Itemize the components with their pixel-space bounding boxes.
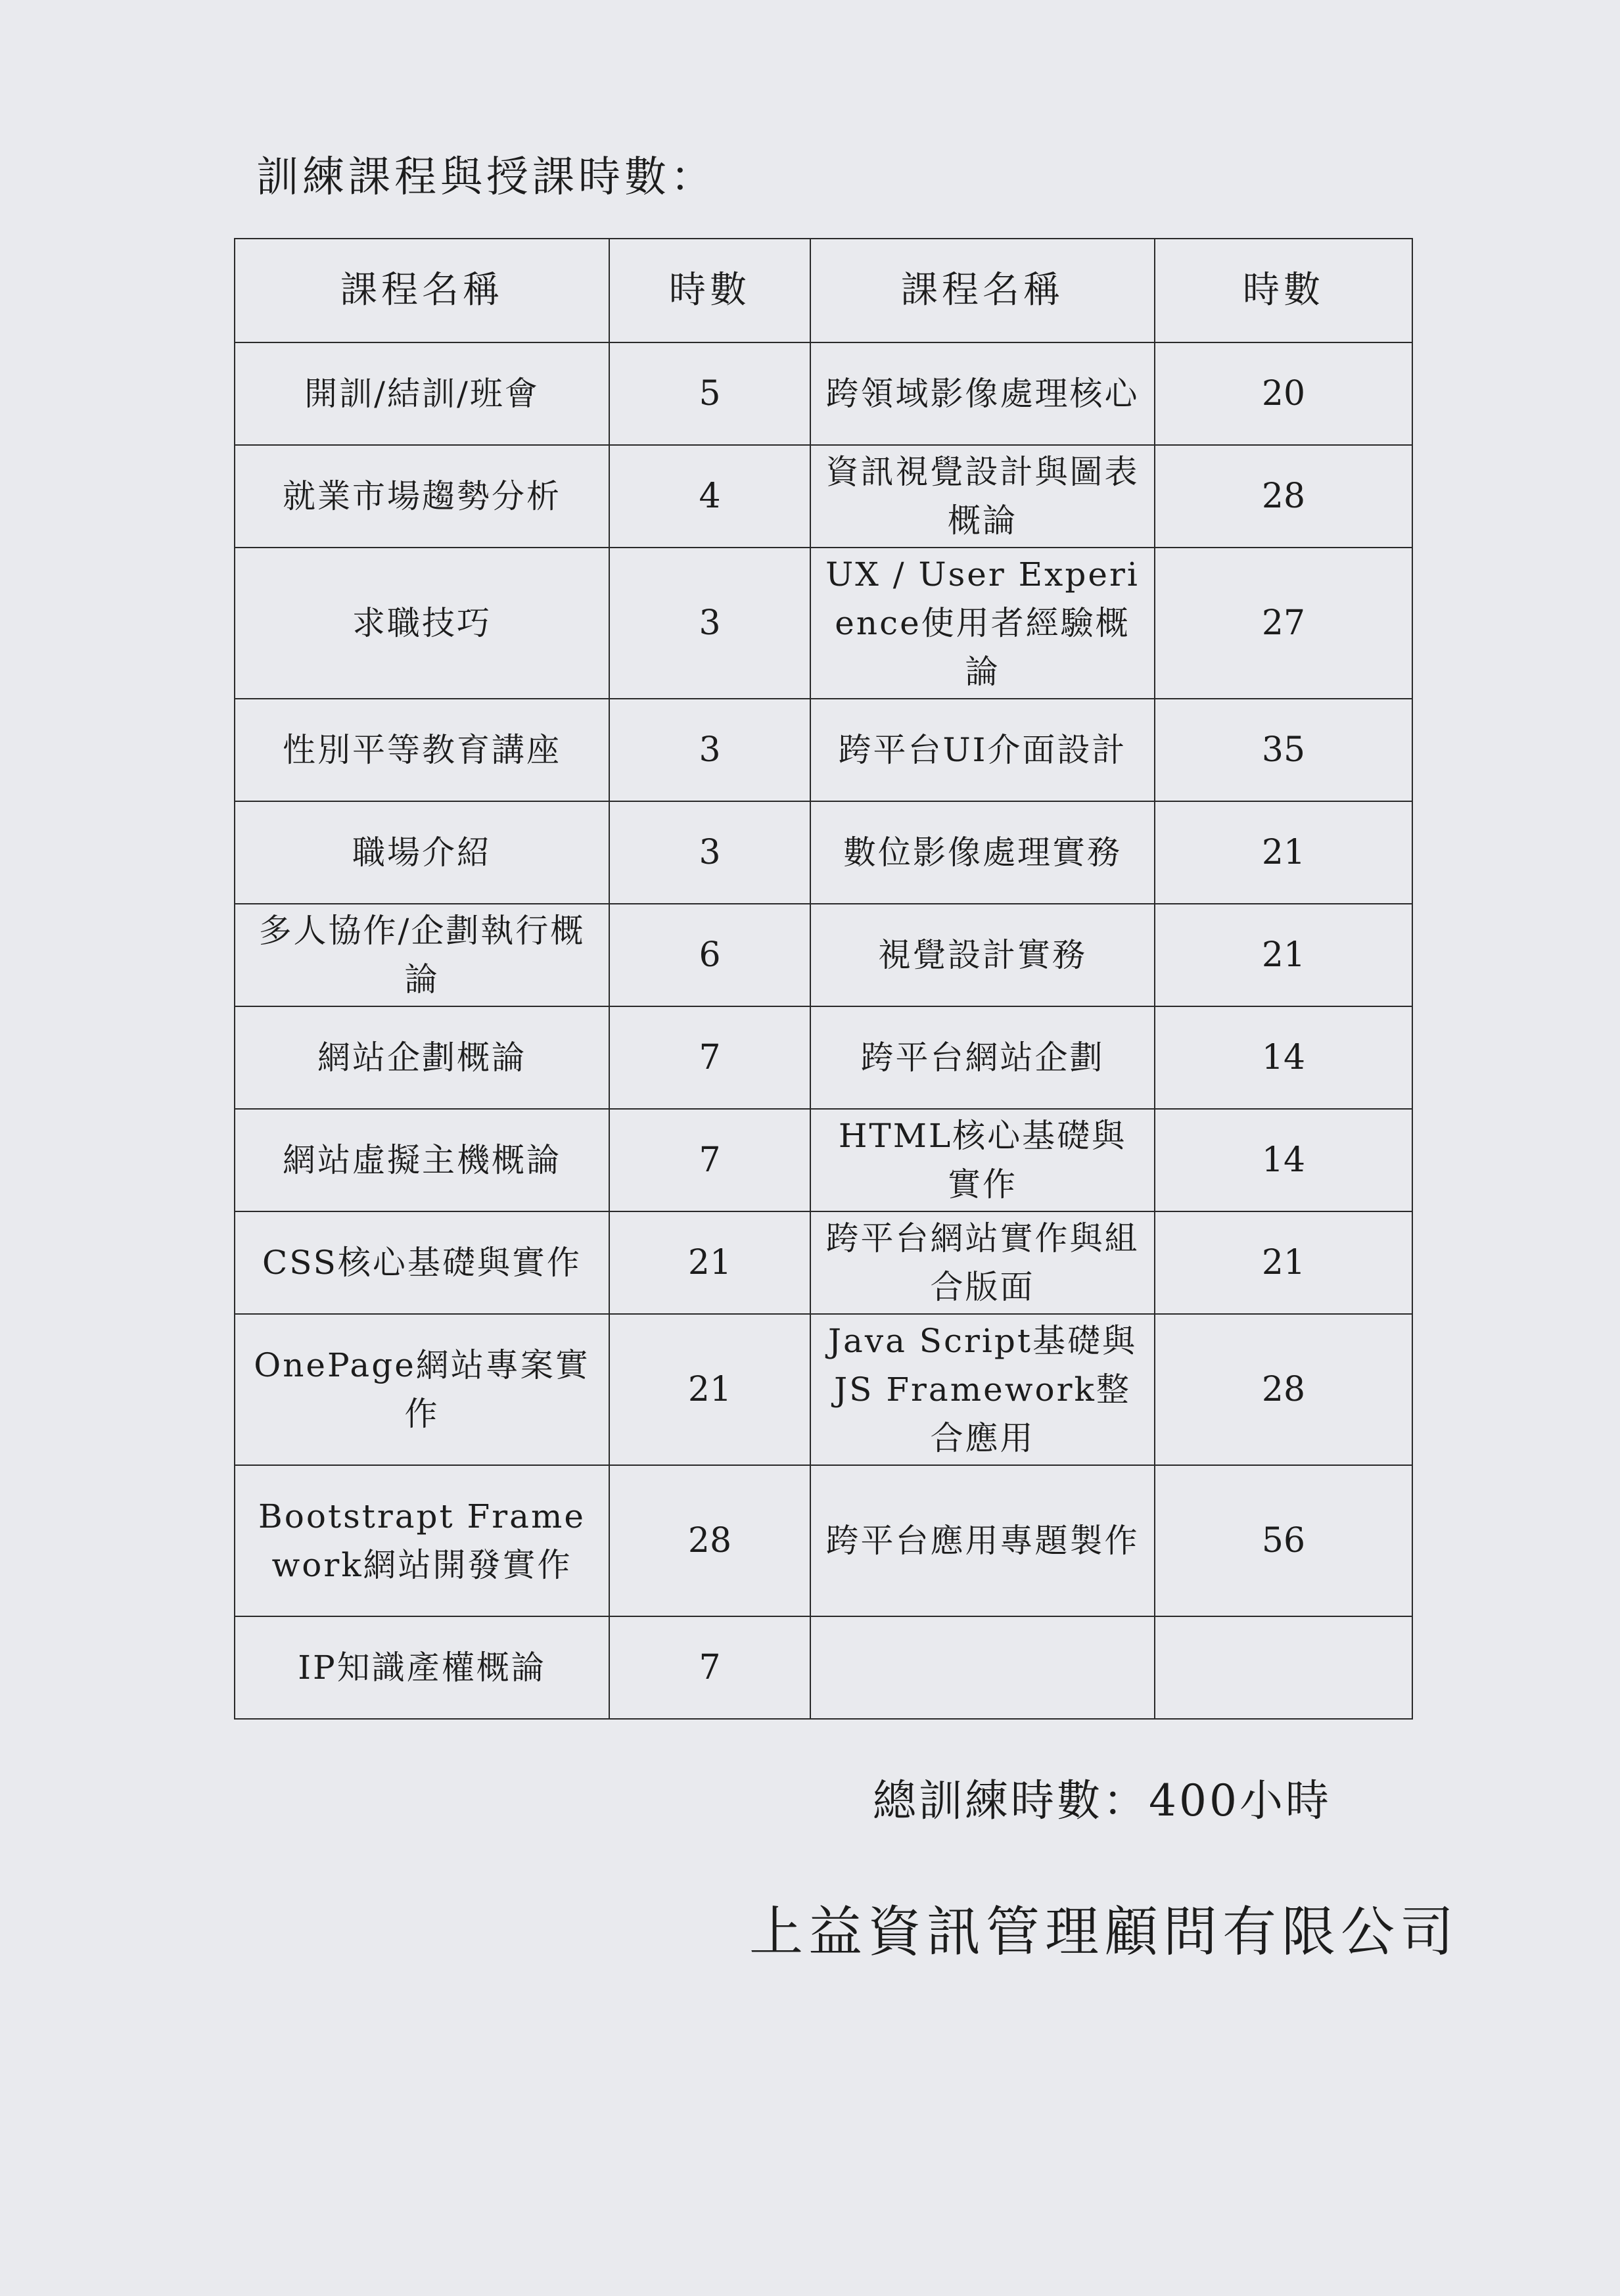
header-hours: 時數 bbox=[609, 239, 810, 342]
course-name-cell: 網站虛擬主機概論 bbox=[235, 1109, 609, 1211]
table-row bbox=[235, 1211, 1412, 1314]
table-row bbox=[235, 1109, 1412, 1211]
hours-cell: 21 bbox=[1155, 1211, 1412, 1314]
course-name-cell: 跨平台UI介面設計 bbox=[810, 699, 1155, 801]
header-course-name: 課程名稱 bbox=[235, 239, 609, 342]
hours-cell: 5 bbox=[609, 342, 810, 445]
course-name-cell: UX / User Experience使用者經驗概論 bbox=[810, 548, 1155, 699]
hours-cell: 21 bbox=[609, 1314, 810, 1465]
course-name-cell bbox=[810, 1616, 1155, 1719]
hours-cell: 20 bbox=[1155, 342, 1412, 445]
course-name-cell: Bootstrapt Framework網站開發實作 bbox=[235, 1465, 609, 1616]
hours-cell: 7 bbox=[609, 1006, 810, 1109]
course-name-cell: CSS核心基礎與實作 bbox=[235, 1211, 609, 1314]
table-row bbox=[235, 548, 1412, 699]
header-hours: 時數 bbox=[1155, 239, 1412, 342]
hours-cell: 14 bbox=[1155, 1006, 1412, 1109]
course-table bbox=[234, 238, 1413, 1720]
page-title: 訓練課程與授課時數： bbox=[256, 153, 716, 202]
hours-cell: 7 bbox=[609, 1109, 810, 1211]
course-name-cell: 跨平台應用專題製作 bbox=[810, 1465, 1155, 1616]
table-header-row bbox=[235, 239, 1412, 342]
table-row bbox=[235, 904, 1412, 1006]
table-row bbox=[235, 1006, 1412, 1109]
course-name-cell: 網站企劃概論 bbox=[235, 1006, 609, 1109]
hours-cell: 3 bbox=[609, 801, 810, 904]
course-name-cell: 資訊視覺設計與圖表概論 bbox=[810, 445, 1155, 548]
course-name-cell: 數位影像處理實務 bbox=[810, 801, 1155, 904]
hours-cell: 27 bbox=[1155, 548, 1412, 699]
hours-cell: 3 bbox=[609, 699, 810, 801]
course-name-cell: 跨領域影像處理核心 bbox=[810, 342, 1155, 445]
course-name-cell: 職場介紹 bbox=[235, 801, 609, 904]
course-name-cell: 開訓/結訓/班會 bbox=[235, 342, 609, 445]
hours-cell: 28 bbox=[609, 1465, 810, 1616]
hours-cell: 56 bbox=[1155, 1465, 1412, 1616]
hours-cell: 21 bbox=[1155, 904, 1412, 1006]
course-name-cell: 跨平台網站實作與組合版面 bbox=[810, 1211, 1155, 1314]
hours-cell: 28 bbox=[1155, 445, 1412, 548]
course-name-cell: OnePage網站專案實作 bbox=[235, 1314, 609, 1465]
course-name-cell: Java Script基礎與JS Framework整合應用 bbox=[810, 1314, 1155, 1465]
company-name: 上益資訊管理顧問有限公司 bbox=[749, 1901, 1460, 1963]
table-row bbox=[235, 1314, 1412, 1465]
hours-cell: 21 bbox=[609, 1211, 810, 1314]
hours-cell bbox=[1155, 1616, 1412, 1719]
table-row bbox=[235, 1616, 1412, 1719]
hours-cell: 7 bbox=[609, 1616, 810, 1719]
hours-cell: 28 bbox=[1155, 1314, 1412, 1465]
course-name-cell: 視覺設計實務 bbox=[810, 904, 1155, 1006]
table-row bbox=[235, 342, 1412, 445]
table-row bbox=[235, 699, 1412, 801]
course-name-cell: IP知識產權概論 bbox=[235, 1616, 609, 1719]
table-row bbox=[235, 445, 1412, 548]
hours-cell: 21 bbox=[1155, 801, 1412, 904]
header-course-name: 課程名稱 bbox=[810, 239, 1155, 342]
course-name-cell: 性別平等教育講座 bbox=[235, 699, 609, 801]
hours-cell: 14 bbox=[1155, 1109, 1412, 1211]
hours-cell: 3 bbox=[609, 548, 810, 699]
hours-cell: 6 bbox=[609, 904, 810, 1006]
table-row bbox=[235, 1465, 1412, 1616]
course-name-cell: 跨平台網站企劃 bbox=[810, 1006, 1155, 1109]
total-hours: 總訓練時數：400小時 bbox=[873, 1775, 1331, 1826]
course-name-cell: HTML核心基礎與實作 bbox=[810, 1109, 1155, 1211]
hours-cell: 35 bbox=[1155, 699, 1412, 801]
course-name-cell: 求職技巧 bbox=[235, 548, 609, 699]
course-name-cell: 就業市場趨勢分析 bbox=[235, 445, 609, 548]
table-row bbox=[235, 801, 1412, 904]
course-name-cell: 多人協作/企劃執行概論 bbox=[235, 904, 609, 1006]
hours-cell: 4 bbox=[609, 445, 810, 548]
